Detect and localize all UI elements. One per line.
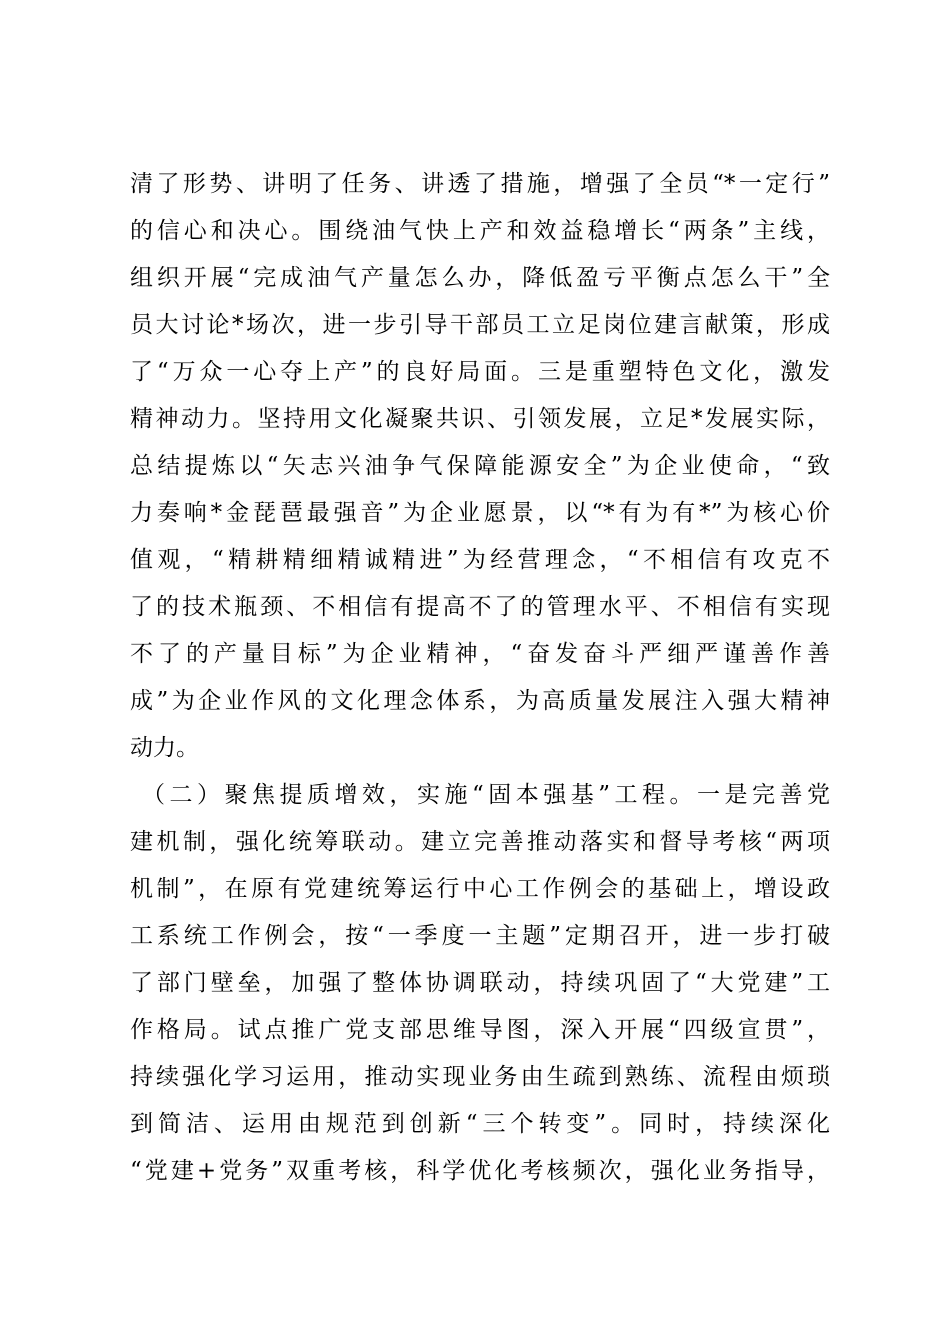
text-line-5: 了“万众一心夺上产”的良好局面。三是重塑特色文化，激发 bbox=[130, 359, 830, 385]
text-line-11: 不了的产量目标”为企业精神，“奋发奋斗严细严谨善作善 bbox=[130, 641, 830, 667]
text-line-2: 的信心和决心。围绕油气快上产和效益稳增长“两条”主线， bbox=[130, 218, 830, 244]
text-line-6: 精神动力。坚持用文化凝聚共识、引领发展，立足*发展实际， bbox=[130, 406, 830, 432]
text-line-13: 动力。 bbox=[130, 735, 199, 761]
text-line-12: 成”为企业作风的文化理念体系，为高质量发展注入强大精神 bbox=[130, 688, 830, 714]
text-line-4: 员大讨论*场次，进一步引导干部员工立足岗位建言献策，形成 bbox=[130, 312, 830, 338]
text-line-3: 组织开展“完成油气产量怎么办，降低盈亏平衡点怎么干”全 bbox=[130, 265, 830, 291]
text-line-10: 了的技术瓶颈、不相信有提高不了的管理水平、不相信有实现 bbox=[130, 594, 830, 620]
text-line-19: 作格局。试点推广党支部思维导图，深入开展“四级宣贯”， bbox=[130, 1017, 830, 1043]
text-line-15: 建机制，强化统筹联动。建立完善推动落实和督导考核“两项 bbox=[130, 829, 830, 855]
text-line-16: 机制”，在原有党建统筹运行中心工作例会的基础上，增设政 bbox=[130, 876, 830, 902]
text-line-9: 值观，“精耕精细精诚精进”为经营理念，“不相信有攻克不 bbox=[130, 547, 830, 573]
text-line-17: 工系统工作例会，按“一季度一主题”定期召开，进一步打破 bbox=[130, 923, 830, 949]
text-line-1: 清了形势、讲明了任务、讲透了措施，增强了全员“*一定行” bbox=[130, 171, 830, 197]
section-heading-line: （二）聚焦提质增效，实施“固本强基”工程。一是完善党 bbox=[142, 782, 830, 808]
text-line-18: 了部门壁垒，加强了整体协调联动，持续巩固了“大党建”工 bbox=[130, 970, 830, 996]
text-line-8: 力奏响*金琵琶最强音”为企业愿景，以“*有为有*”为核心价 bbox=[130, 500, 830, 526]
text-line-7: 总结提炼以“矢志兴油争气保障能源安全”为企业使命，“致 bbox=[130, 453, 830, 479]
text-line-20: 持续强化学习运用，推动实现业务由生疏到熟练、流程由烦琐 bbox=[130, 1064, 830, 1090]
text-line-22: “党建+党务”双重考核，科学优化考核频次，强化业务指导， bbox=[130, 1158, 830, 1184]
text-line-21: 到简洁、运用由规范到创新“三个转变”。同时，持续深化 bbox=[130, 1111, 830, 1137]
